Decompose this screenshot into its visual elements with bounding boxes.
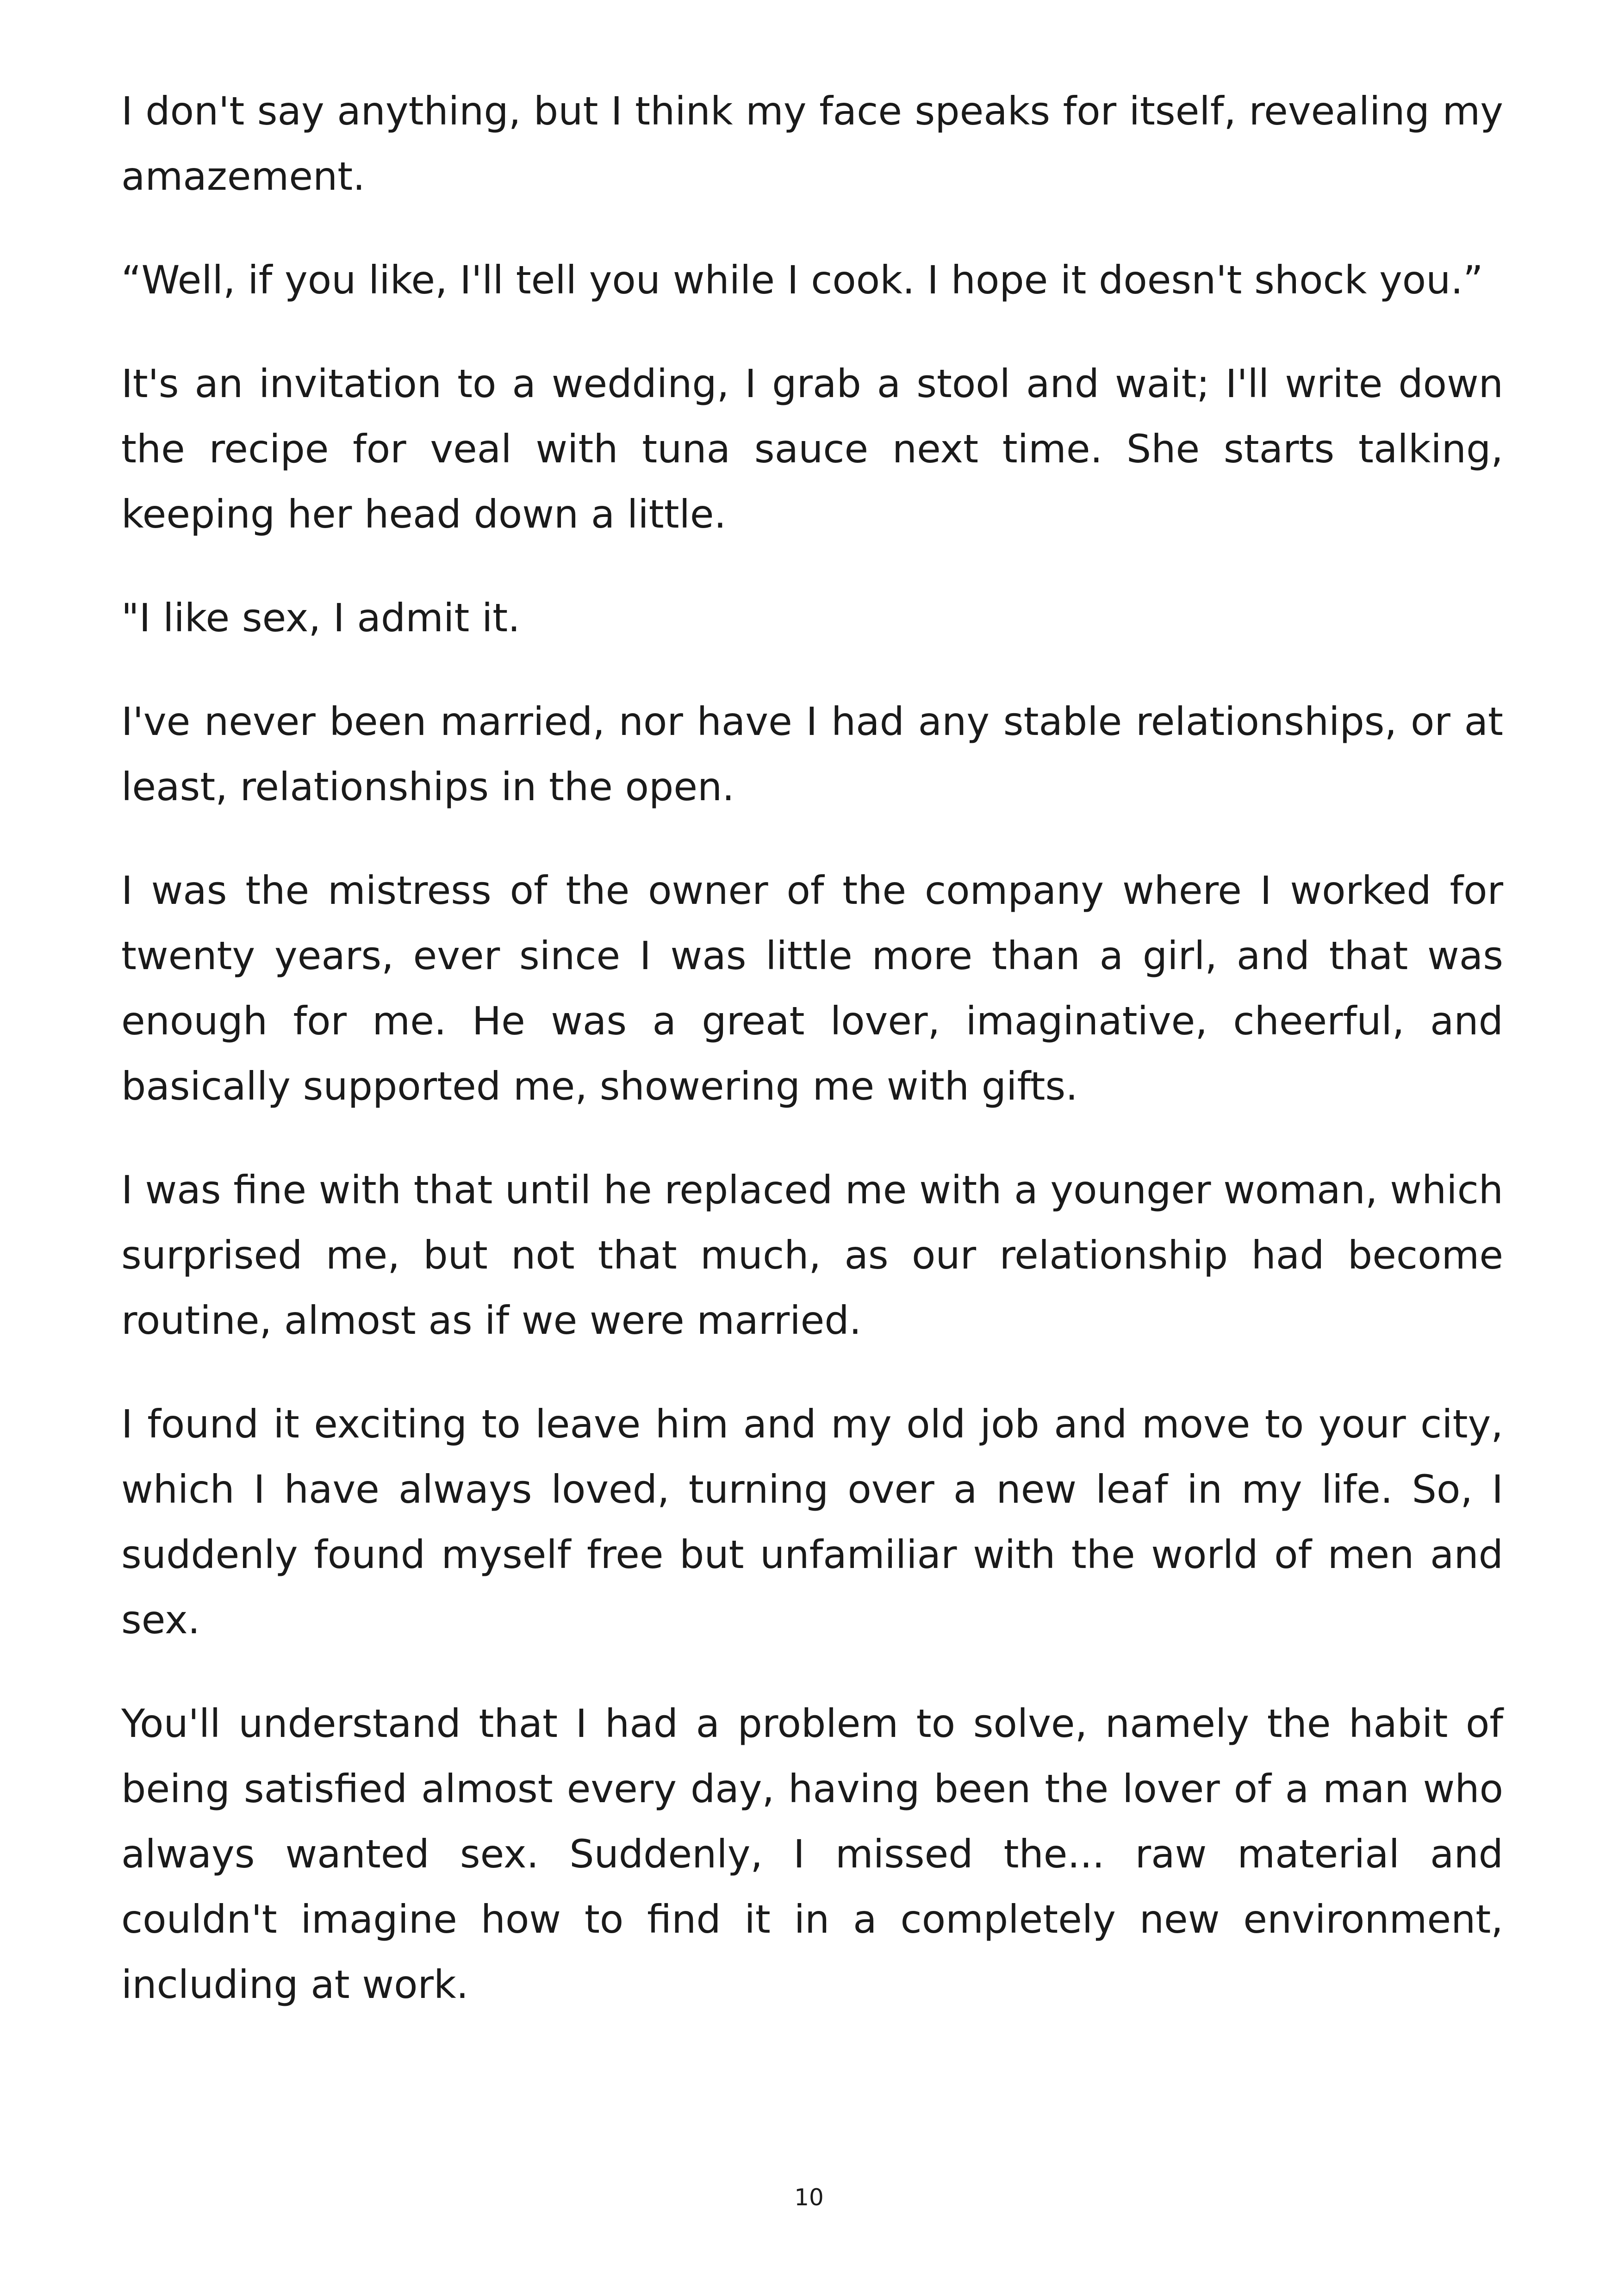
paragraph: It's an invitation to a wedding, I grab a stool and wait; I'll write down the recipe for veal with tuna sauce next time. She starts talking, keeping her head down a little. <box>121 361 1503 537</box>
paragraph: "I like sex, I admit it. <box>121 595 520 641</box>
body-text <box>121 79 1503 2017</box>
paragraph: I found it exciting to leave him and my old job and move to your city, which I have always loved, turning over a new leaf in my life. So, I suddenly found myself free but unfamiliar with the world of men and sex. <box>121 1401 1503 1643</box>
paragraph: I've never been married, nor have I had any stable relationships, or at least, relationships in the open. <box>121 699 1503 809</box>
page-number: 10 <box>794 2184 824 2211</box>
paragraph: I was fine with that until he replaced me with a younger woman, which surprised me, but not that much, as our relationship had become routine, almost as if we were married. <box>121 1167 1503 1343</box>
paragraph: “Well, if you like, I'll tell you while I cook. I hope it doesn't shock you.” <box>121 257 1483 303</box>
paragraph: I was the mistress of the owner of the company where I worked for twenty years, ever since I was little more than a girl, and that was enough for me. He was a great lover, imaginative, cheerful, and basically supported me, showering me with gifts. <box>121 868 1503 1109</box>
paragraph: I don't say anything, but I think my face speaks for itself, revealing my amazement. <box>121 88 1503 199</box>
paragraph: You'll understand that I had a problem to solve, namely the habit of being satisfied almost every day, having been the lover of a man who always wanted sex. Suddenly, I missed the... raw material and couldn't imagine how to find it in a completely new environment, including at work. <box>121 1701 1503 2007</box>
